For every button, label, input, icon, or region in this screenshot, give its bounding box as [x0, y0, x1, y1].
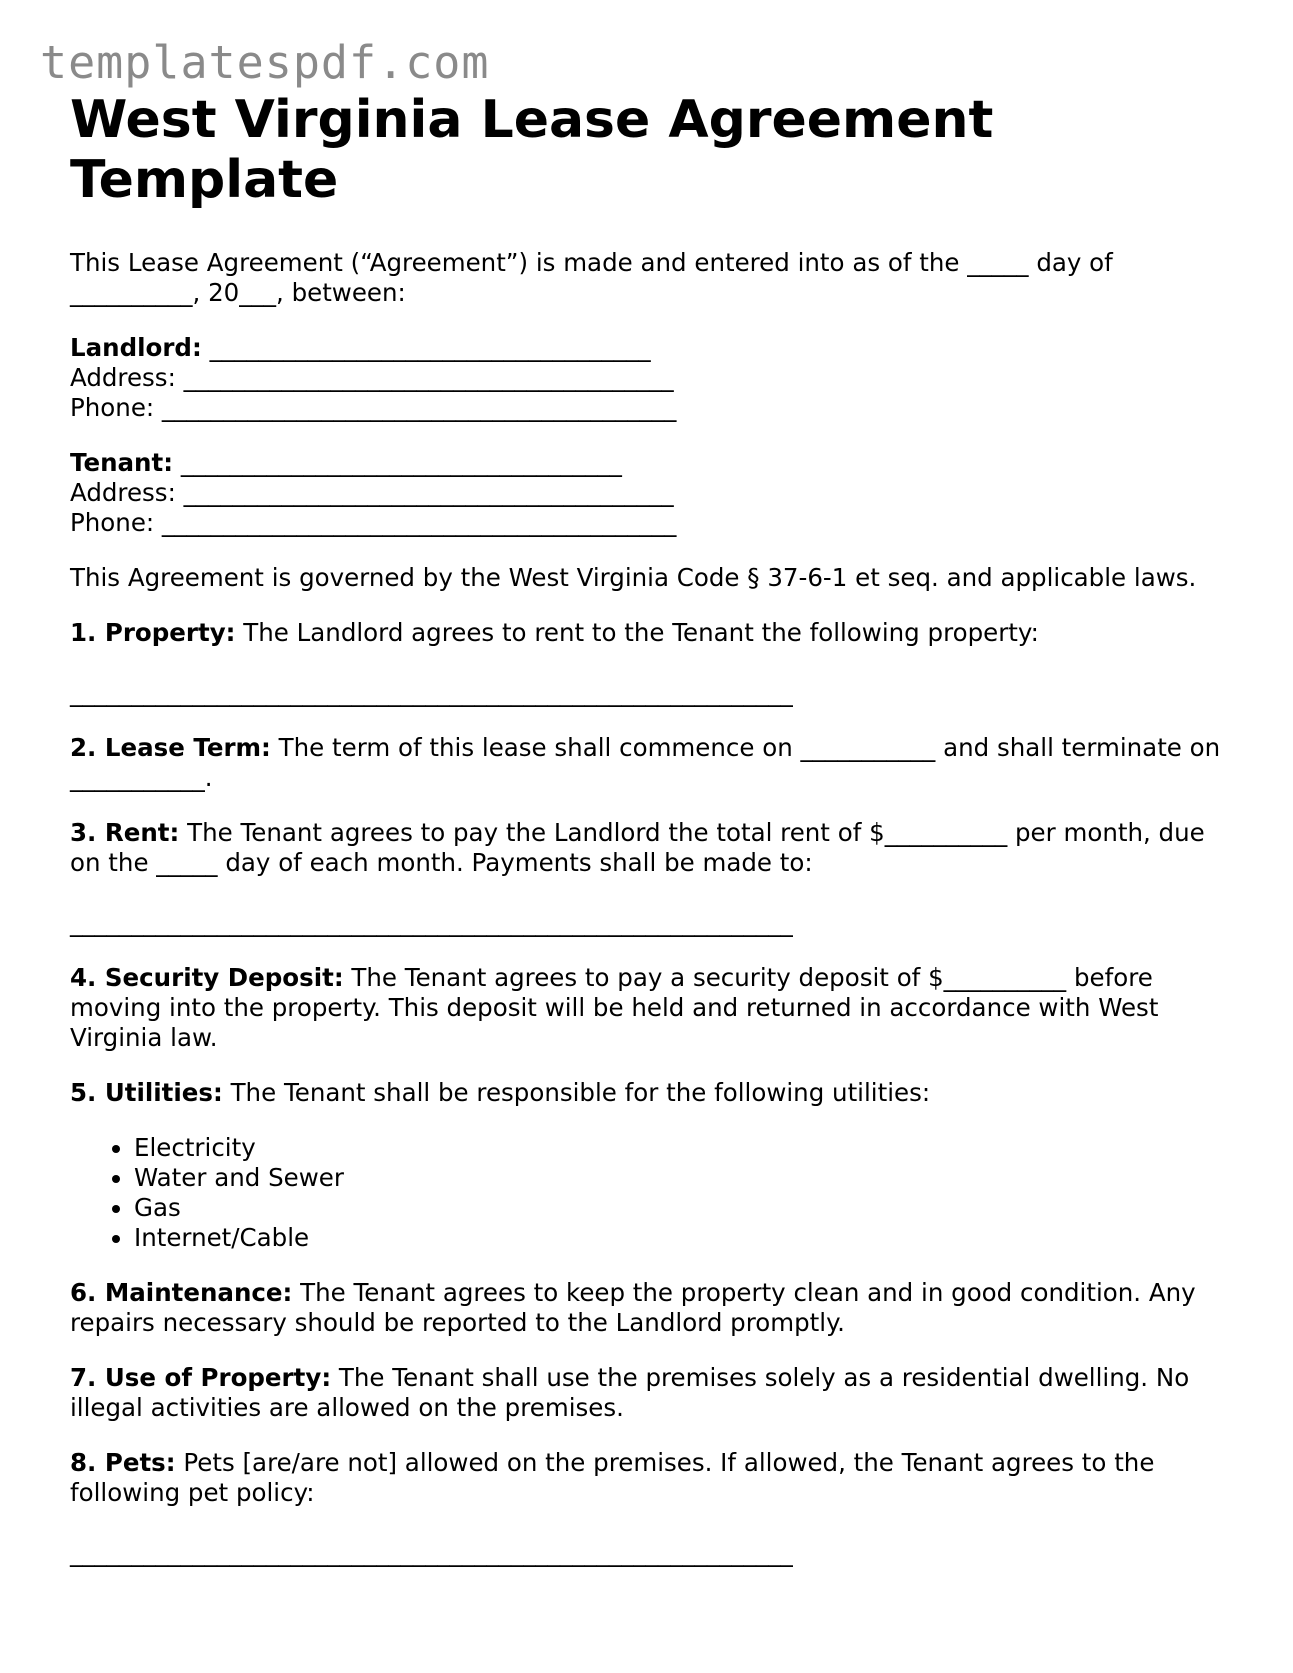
section-rent	[70, 818, 1230, 878]
section-deposit-label: 4. Security Deposit:	[70, 963, 344, 992]
tenant-name-line	[70, 448, 1230, 478]
section-property-label: 1. Property:	[70, 618, 236, 647]
section-use-text: The Tenant shall use the premises solely as a residential dwelling. No illegal activities are allowed on the premises.	[70, 1363, 1190, 1422]
section-use-label: 7. Use of Property:	[70, 1363, 332, 1392]
section-utilities-text: The Tenant shall be responsible for the following utilities:	[230, 1078, 931, 1107]
section-lease-term-text: The term of this lease shall commence on ___________ and shall terminate on ___________.	[70, 733, 1221, 792]
watermark: templatespdf.com	[40, 36, 490, 89]
section-lease-term-label: 2. Lease Term:	[70, 733, 271, 762]
property-blank-line: ___________________________________________________________	[70, 678, 793, 707]
tenant-address: Address: ________________________________________	[70, 478, 674, 507]
utility-item: • Gas	[134, 1193, 1230, 1223]
tenant-block	[70, 448, 1230, 538]
section-utilities-label: 5. Utilities:	[70, 1078, 223, 1107]
landlord-address: Address: ________________________________________	[70, 363, 674, 392]
tenant-label: Tenant:	[70, 448, 174, 477]
landlord-name-blank: ____________________________________	[209, 333, 651, 362]
document-page	[70, 90, 1230, 1593]
section-maintenance-label: 6. Maintenance:	[70, 1278, 293, 1307]
utility-item: • Water and Sewer	[134, 1163, 1230, 1193]
landlord-phone: Phone: __________________________________________	[70, 393, 677, 422]
landlord-label: Landlord:	[70, 333, 202, 362]
utility-item: • Electricity	[134, 1133, 1230, 1163]
landlord-block	[70, 333, 1230, 423]
section-pets-label: 8. Pets:	[70, 1448, 176, 1477]
utility-item: • Internet/Cable	[134, 1223, 1230, 1253]
section-pets-text: Pets [are/are not] allowed on the premises. If allowed, the Tenant agrees to the following pet policy:	[70, 1448, 1155, 1507]
pet-policy-blank-line: ___________________________________________________________	[70, 1538, 793, 1567]
section-maintenance	[70, 1278, 1230, 1338]
intro-paragraph: This Lease Agreement (“Agreement”) is made and entered into as of the _____ day of __________, 20___, between:	[70, 248, 1113, 307]
section-use-of-property	[70, 1363, 1230, 1423]
landlord-name-line	[70, 333, 1230, 363]
section-rent-label: 3. Rent:	[70, 818, 180, 847]
section-property-text: The Landlord agrees to rent to the Tenant the following property:	[243, 618, 1039, 647]
section-security-deposit	[70, 963, 1230, 1053]
rent-payee-blank-line: ___________________________________________________________	[70, 908, 793, 937]
utilities-list	[70, 1133, 1230, 1253]
section-pets	[70, 1448, 1230, 1508]
section-lease-term	[70, 733, 1230, 793]
tenant-name-blank: ____________________________________	[180, 448, 622, 477]
governing-law-paragraph: This Agreement is governed by the West Virginia Code § 37-6-1 et seq. and applicable laws.	[70, 563, 1197, 592]
tenant-phone: Phone: __________________________________________	[70, 508, 677, 537]
section-deposit-text: The Tenant agrees to pay a security deposit of $__________ before moving into the property. This deposit will be held and returned in accordance with West Virginia law.	[70, 963, 1159, 1052]
section-rent-text: The Tenant agrees to pay the Landlord the total rent of $__________ per month, due on the _____ day of each month. Payments shall be made to:	[70, 818, 1205, 877]
section-maintenance-text: The Tenant agrees to keep the property clean and in good condition. Any repairs necessary should be reported to the Landlord promptly.	[70, 1278, 1196, 1337]
document-title: West Virginia Lease Agreement Template	[70, 90, 994, 210]
section-property	[70, 618, 1230, 648]
section-utilities	[70, 1078, 1230, 1108]
